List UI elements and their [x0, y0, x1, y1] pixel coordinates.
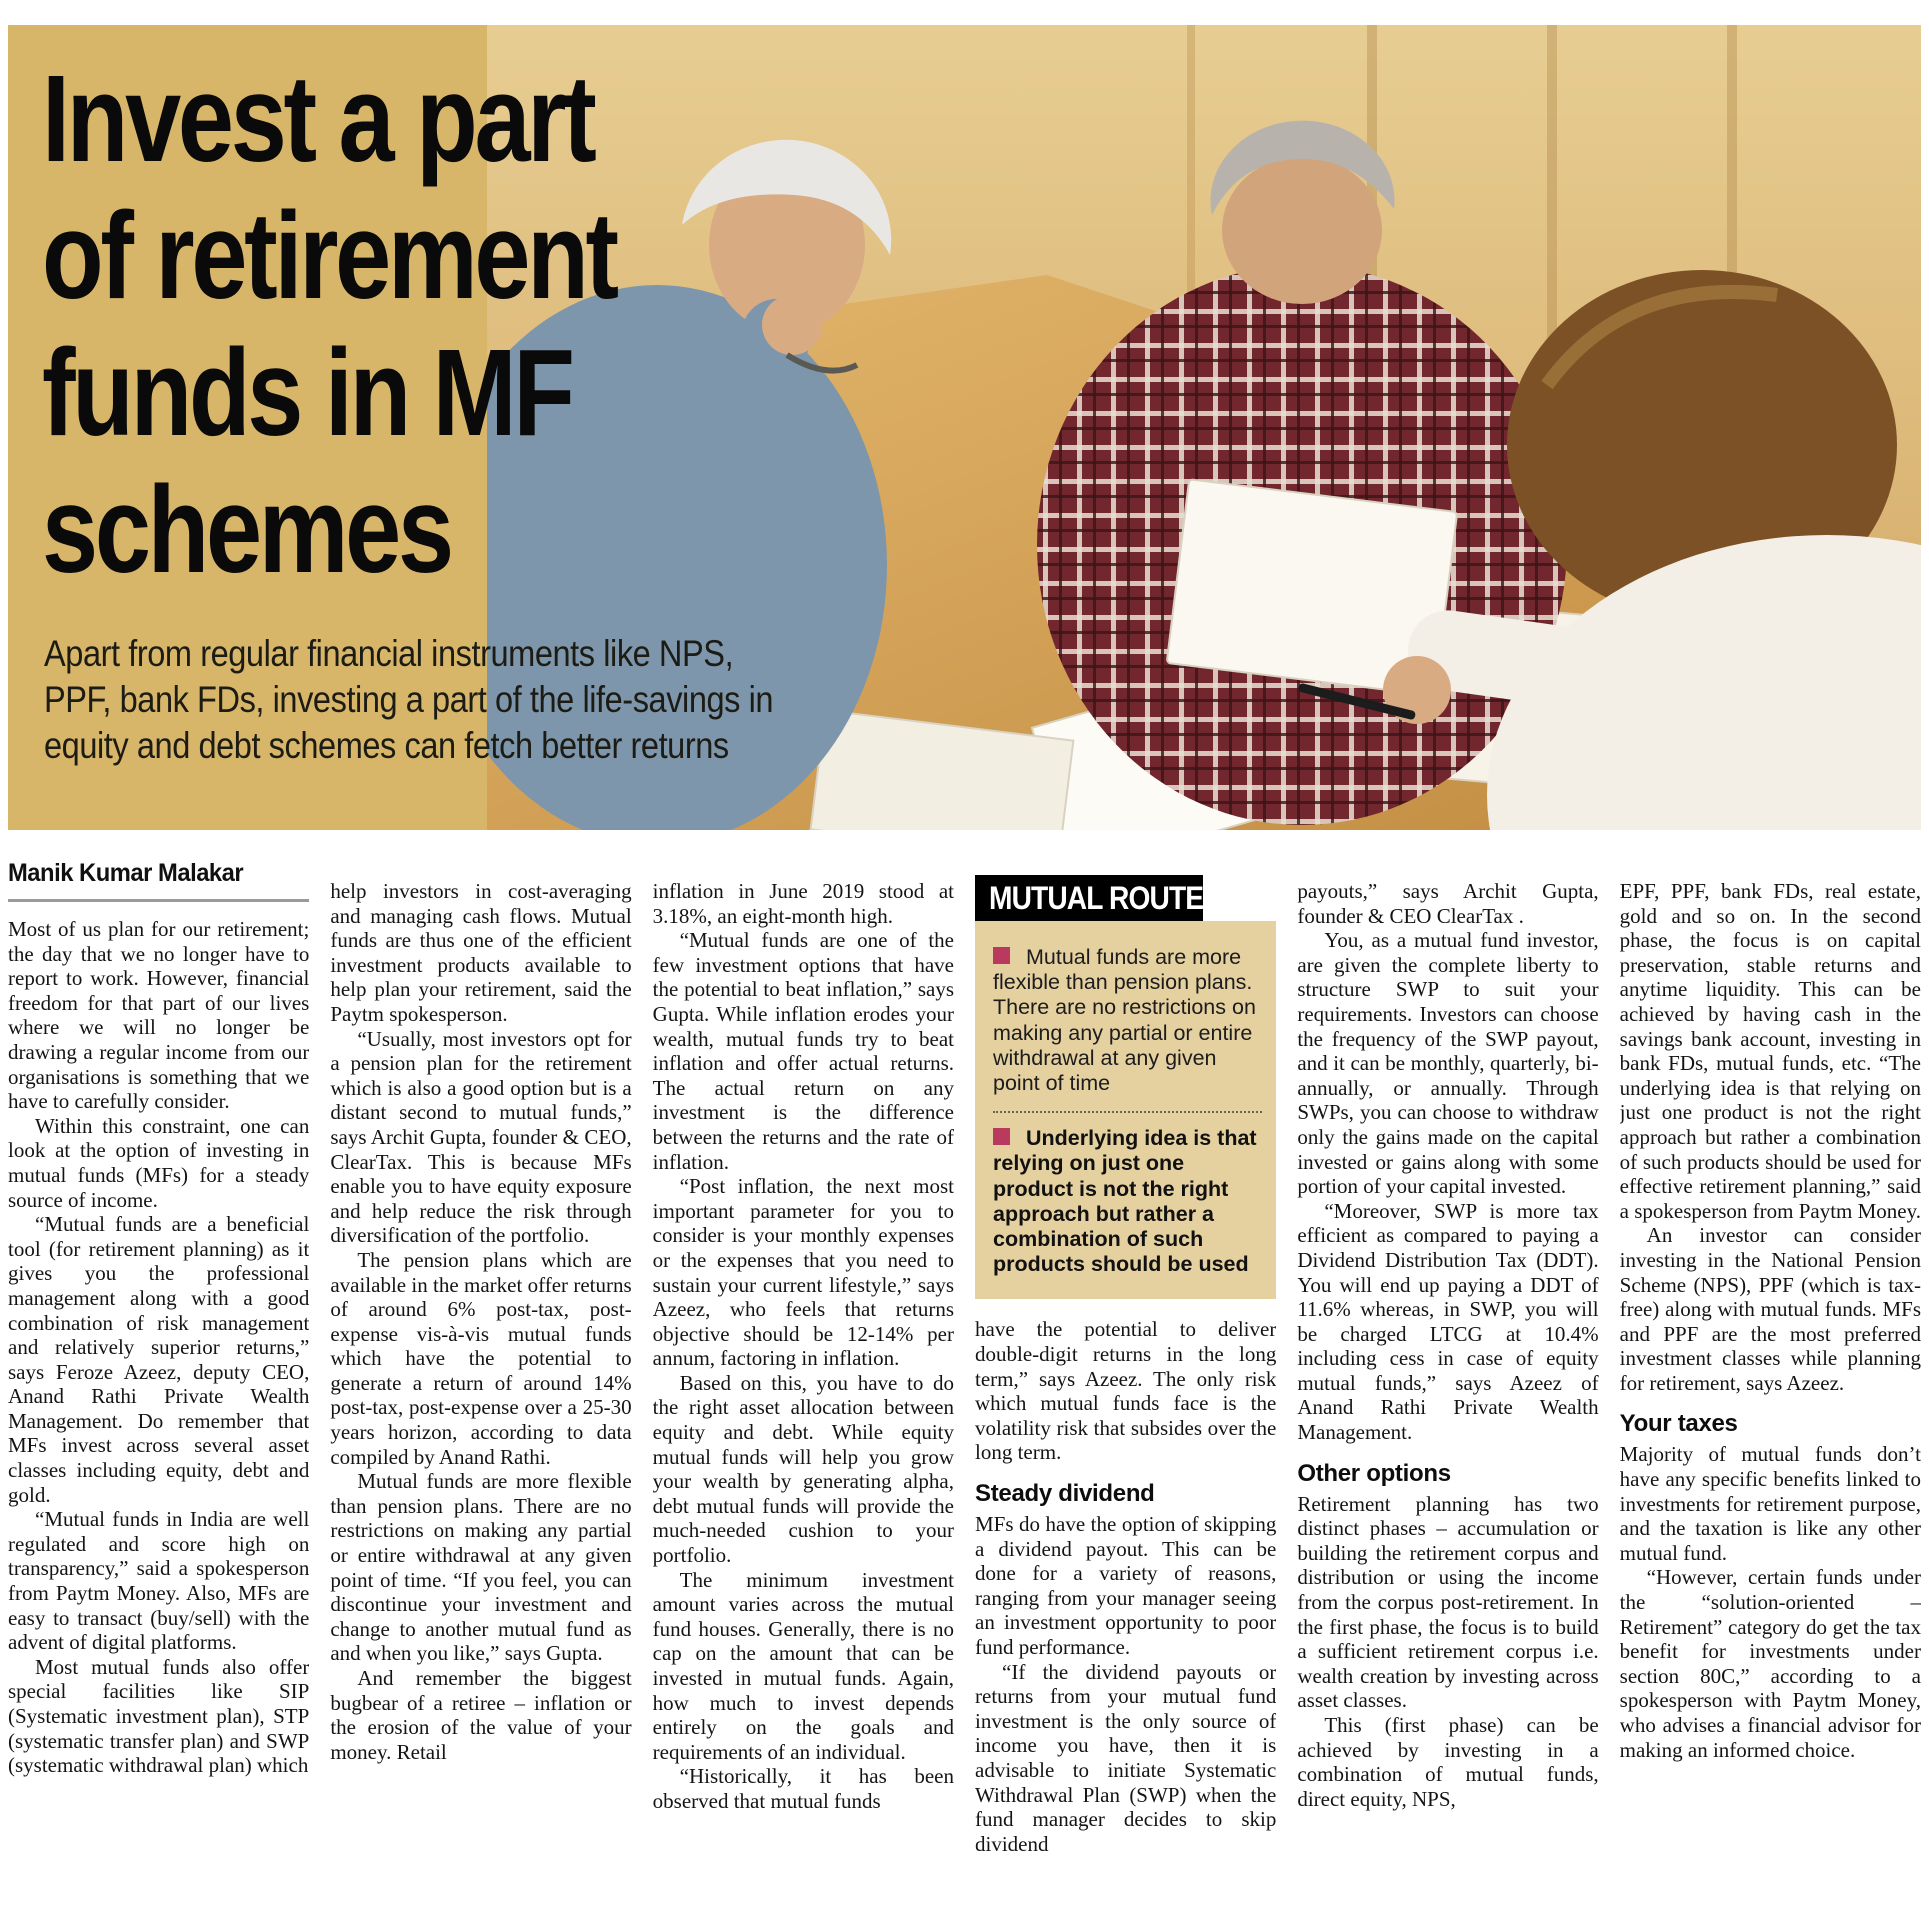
- headline-line-4: schemes: [42, 462, 451, 599]
- headline-line-3: funds in MF: [42, 325, 572, 462]
- bullet-square-icon: [993, 947, 1010, 964]
- infobox-dotted-separator: [993, 1111, 1262, 1113]
- infobox-bullet-2-text: Underlying idea is that relying on just one product is not the right approach but rather a combination of such products should be used: [993, 1126, 1257, 1277]
- paragraph: The pension plans which are available in the market offer returns of around 6% post-tax, post-expense vis-à-vis mutual funds which have the potential to generate a return of around 14% post-tax, post-expense over a 25-30 years horizon, according to data compiled by Anand Rathi.: [330, 1247, 632, 1469]
- paragraph: Within this constraint, one can look at the option of investing in mutual funds (MFs) for a steady source of income.: [8, 1113, 310, 1212]
- paragraph: EPF, PPF, bank FDs, real estate, gold and so on. In the second phase, the focus is on capital preservation, stable returns and anytime liquidity. This can be achieved by having cash in the savings bank account, investing in bank FDs, mutual funds, etc. “The underlying idea is that relying on just one product is not the right approach but rather a combination of such products should be used for effective retirement planning,” said a spokesperson from Paytm Money.: [1619, 879, 1921, 1223]
- paragraph: “Mutual funds are one of the few investment options that have the potential to beat inflation,” says Gupta. While inflation erodes your wealth, mutual funds try to beat inflation and offer actual returns. The actual return on any investment is the difference between the returns and the rate of inflation.: [652, 928, 954, 1174]
- bullet-square-icon: [993, 1128, 1010, 1145]
- paragraph: “Mutual funds in India are well regulated and score high on transparency,” said a spokesperson from Paytm Money. Also, MFs are easy to transact (buy/sell) with the advent of digital platforms.: [8, 1507, 310, 1655]
- paragraph: MFs do have the option of skipping a dividend payout. This can be done for a variety of reasons, ranging from your manager seeing an investment opportunity to poor fund performance.: [975, 1512, 1277, 1659]
- paragraph: Mutual funds are more flexible than pension plans. There are no restrictions on making any partial or entire withdrawal at any given point of time. “If you feel, you can discontinue your investment and change to another mutual fund as and when you like,” says Gupta.: [330, 1469, 632, 1666]
- infobox-bullet-1-text: Mutual funds are more flexible than pension plans. There are no restrictions on making any partial or entire withdrawal at any given point of time: [993, 945, 1256, 1096]
- subhead-your-taxes: Your taxes: [1619, 1410, 1738, 1438]
- headline-line-1: Invest a part: [42, 51, 594, 188]
- paragraph: “However, certain funds under the “solution-oriented – Retirement” category do get the tax benefit for investments under section 80C,” according to a spokesperson with Paytm Money, who advises a financial advisor for making an informed choice.: [1619, 1565, 1921, 1762]
- paragraph: payouts,” says Archit Gupta, founder & CEO ClearTax .: [1297, 879, 1599, 928]
- paragraph: “If the dividend payouts or returns from your mutual fund investment is the only source of income you have, then it is advisable to initiate Systematic Withdrawal Plan (SWP) when the fund manager decides to skip dividend: [975, 1659, 1277, 1856]
- paragraph: inflation in June 2019 stood at 3.18%, an eight-month high.: [652, 879, 954, 928]
- byline: Manik Kumar Malakar: [8, 859, 244, 887]
- paragraph: This (first phase) can be achieved by investing in a combination of mutual funds, direct equity, NPS,: [1297, 1713, 1599, 1811]
- paragraph: help investors in cost-averaging and managing cash flows. Mutual funds are thus one of the efficient investment products available to help plan your retirement, said the Paytm spokesperson.: [330, 879, 632, 1026]
- article-column-6: [1620, 858, 1921, 1922]
- paragraph: Based on this, you have to do the right asset allocation between equity and debt. While equity mutual funds will help you grow your wealth by generating alpha, debt mutual funds will provide the much-needed cushion to your portfolio.: [652, 1370, 954, 1568]
- article-column-3: [653, 858, 954, 1922]
- paragraph: Retirement planning has two distinct phases – accumulation or building the retirement corpus and distribution or using the income from the corpus post-retirement. In the first phase, the focus is to build a sufficient retirement corpus i.e. wealth creation by investing across asset classes.: [1297, 1491, 1599, 1713]
- subhead-steady-dividend: Steady dividend: [975, 1480, 1155, 1507]
- photo-person-center-face: [1222, 156, 1382, 304]
- headline-line-2: of retirement: [42, 188, 616, 325]
- infobox-title: MUTUAL ROUTE: [989, 879, 1204, 916]
- standfirst-line-3: equity and debt schemes can fetch better returns: [44, 725, 729, 766]
- paragraph: “Historically, it has been observed that mutual funds: [652, 1764, 954, 1813]
- photo-person-left-hand: [762, 295, 822, 355]
- infobox-body: [975, 921, 1276, 1299]
- article-column-5: [1297, 858, 1598, 1922]
- paragraph: Most of us plan for our retirement; the day that we no longer have to report to work. However, financial freedom for that part of our lives where we will no longer be drawing a regular income from our organisations is something that we have to carefully consider.: [8, 917, 310, 1114]
- byline-rule: [8, 899, 309, 902]
- standfirst: [44, 631, 783, 769]
- article-column-1: [8, 858, 309, 1922]
- paragraph: Most mutual funds also offer special facilities like SIP (Systematic investment plan), STP (systematic transfer plan) and SWP (systematic withdrawal plan) which: [8, 1654, 310, 1778]
- paragraph: An investor can consider investing in the National Pension Scheme (NPS), PPF (which is tax-free) along with mutual funds. MFs and PPF are the most preferred investment classes while planning for retirement, says Azeez.: [1619, 1223, 1921, 1395]
- subhead-other-options: Other options: [1297, 1459, 1451, 1487]
- infobox-bullet-2: [993, 1126, 1262, 1277]
- paragraph: Majority of mutual funds don’t have any specific benefits linked to investments for retirement purpose, and the taxation is like any other mutual fund.: [1619, 1442, 1921, 1565]
- standfirst-line-1: Apart from regular financial instruments like NPS,: [44, 633, 734, 674]
- paragraph: “Moreover, SWP is more tax efficient as compared to paying a Dividend Distribution Tax (DDT). You will end up paying a DDT of 11.6% whereas, in SWP, you will be charged LTCG at 10.4% including cess in case of equity mutual funds,” says Azeez of Anand Rathi Private Wealth Management.: [1297, 1198, 1599, 1445]
- article-body: [8, 858, 1921, 1922]
- paragraph: “Post inflation, the next most important parameter for you to consider is your monthly expenses or the expenses that you need to sustain your current lifestyle,” says Azeez, who feels that returns objective should be 12-14% per annum, factoring in inflation.: [652, 1174, 954, 1371]
- infobox-bullet-1: [993, 945, 1262, 1096]
- standfirst-line-2: PPF, bank FDs, investing a part of the life-savings in: [44, 679, 774, 720]
- paragraph: “Mutual funds are a beneficial tool (for retirement planning) as it gives you the professional management along with a good combination of risk management and relatively superior returns,” says Feroze Azeez, deputy CEO, Anand Rathi Private Wealth Management. Do remember that MFs invest across several asset classes including equity, debt and gold.: [8, 1212, 310, 1507]
- paragraph: have the potential to deliver double-digit returns in the long term,” says Azeez. The only risk which mutual funds face is the volatility risk that subsides over the long term.: [975, 1317, 1277, 1465]
- infobox-mutual-route: [975, 875, 1276, 1299]
- article-header: [8, 25, 1921, 830]
- article-column-2: [330, 858, 631, 1922]
- paragraph: “Usually, most investors opt for a pension plan for the retirement which is also a good option but is a distant second to mutual funds,” says Archit Gupta, founder & CEO, ClearTax. This is because MFs enable you to have equity exposure and help reduce the risk through diversification of the portfolio.: [330, 1026, 632, 1248]
- paragraph: The minimum investment amount varies across the mutual fund houses. Generally, there is no cap on the amount that can be invested in mutual funds. Again, how much to invest depends entirely on the goals and requirements of an individual.: [652, 1567, 954, 1764]
- headline: [42, 51, 742, 599]
- article-column-4: [975, 858, 1276, 1922]
- infobox-title-bar: [975, 875, 1203, 921]
- paragraph: And remember the biggest bugbear of a retiree – inflation or the erosion of the value of your money. Retail: [330, 1666, 632, 1764]
- paragraph: You, as a mutual fund investor, are given the complete liberty to structure SWP to suit your requirements. Investors can choose the frequency of the SWP payout, and it can be monthly, quarterly, bi-annually, or annually. Through SWPs, you can choose to withdraw only the gains made on the capital invested or gains along with some portion of your capital invested.: [1297, 928, 1599, 1199]
